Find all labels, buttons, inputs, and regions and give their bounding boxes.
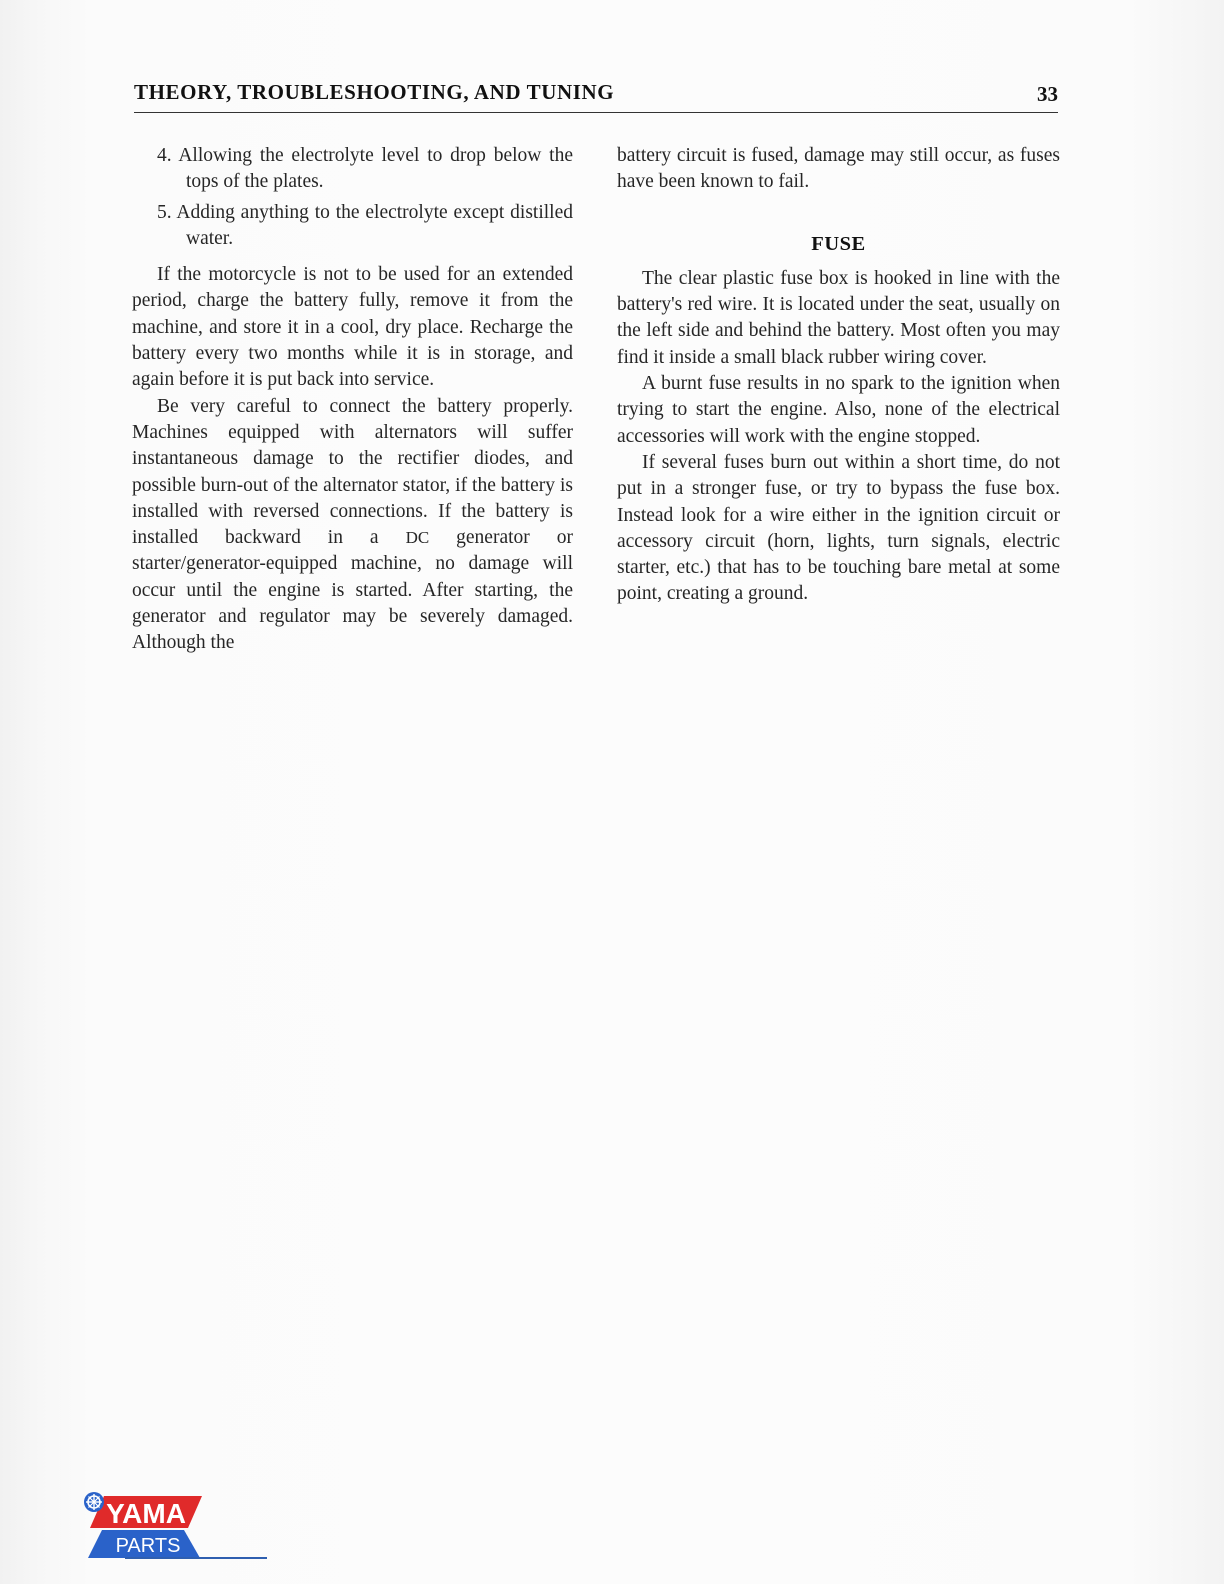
paragraph-burnt-fuse: A burnt fuse results in no spark to the ignition when trying to start the engine. Also, none of the electrical accessories will work with the engine stopped. [617,373,1060,447]
dc-abbreviation: DC [405,528,430,548]
logo-underline [125,1557,267,1559]
running-head: THEORY, TROUBLESHOOTING, AND TUNING [134,80,615,104]
paragraph-storage: If the motorcycle is not to be used for an extended period, charge the battery fully, remove it from the machine, and store it in a cool, dry place. Recharge the battery every two months while it is in storage, and again before it is put back into service. [132,264,573,391]
paragraph-continuation: battery circuit is fused, damage may still occur, as fuses have been known to fail. [617,145,1060,193]
list-item: 4. Allowing the electrolyte level to drop below the tops of the plates. [157,145,573,193]
list-item: 5. Adding anything to the electrolyte except distilled water. [157,201,573,249]
section-heading-fuse: FUSE [811,232,866,255]
logo-text-yama: YAMA [106,1498,186,1529]
paragraph-text: Be very careful to connect the battery properly. Machines equipped with alternators will suffer instantaneous damage to the rectifier diodes, and possible burn-out of the alternator stator, if the battery is installed with reversed connections. If the battery is installed backward in a [132,395,573,549]
left-column [132,143,573,657]
page-number: 33 [1037,82,1058,106]
paragraph-text: generator or starter/generator-equipped machine, no damage will occur until the engine is started. After starting, the generator and regulator may be severely damaged. Although the [132,527,573,654]
paragraph-fuse-location: The clear plastic fuse box is hooked in line with the battery's red wire. It is located under the seat, usually on the left side and behind the battery. Most often you may find it inside a small black rubber wiring cover. [617,267,1060,368]
logo-text-parts: PARTS [115,1535,181,1557]
gear-emblem-icon [84,1492,104,1512]
page-header [134,78,1058,113]
yamaparts-logo[interactable] [80,1490,270,1562]
paragraph-connect-battery [132,394,573,657]
paragraph-several-fuses: If several fuses burn out within a short time, do not put in a stronger fuse, or try to bypass the fuse box. Instead look for a wire either in the ignition circuit or accessory circuit (horn, lights, turn signals, electric starter, etc.) that has to be touching bare metal at some point, creating a ground. [617,451,1060,605]
right-column [617,143,1060,608]
